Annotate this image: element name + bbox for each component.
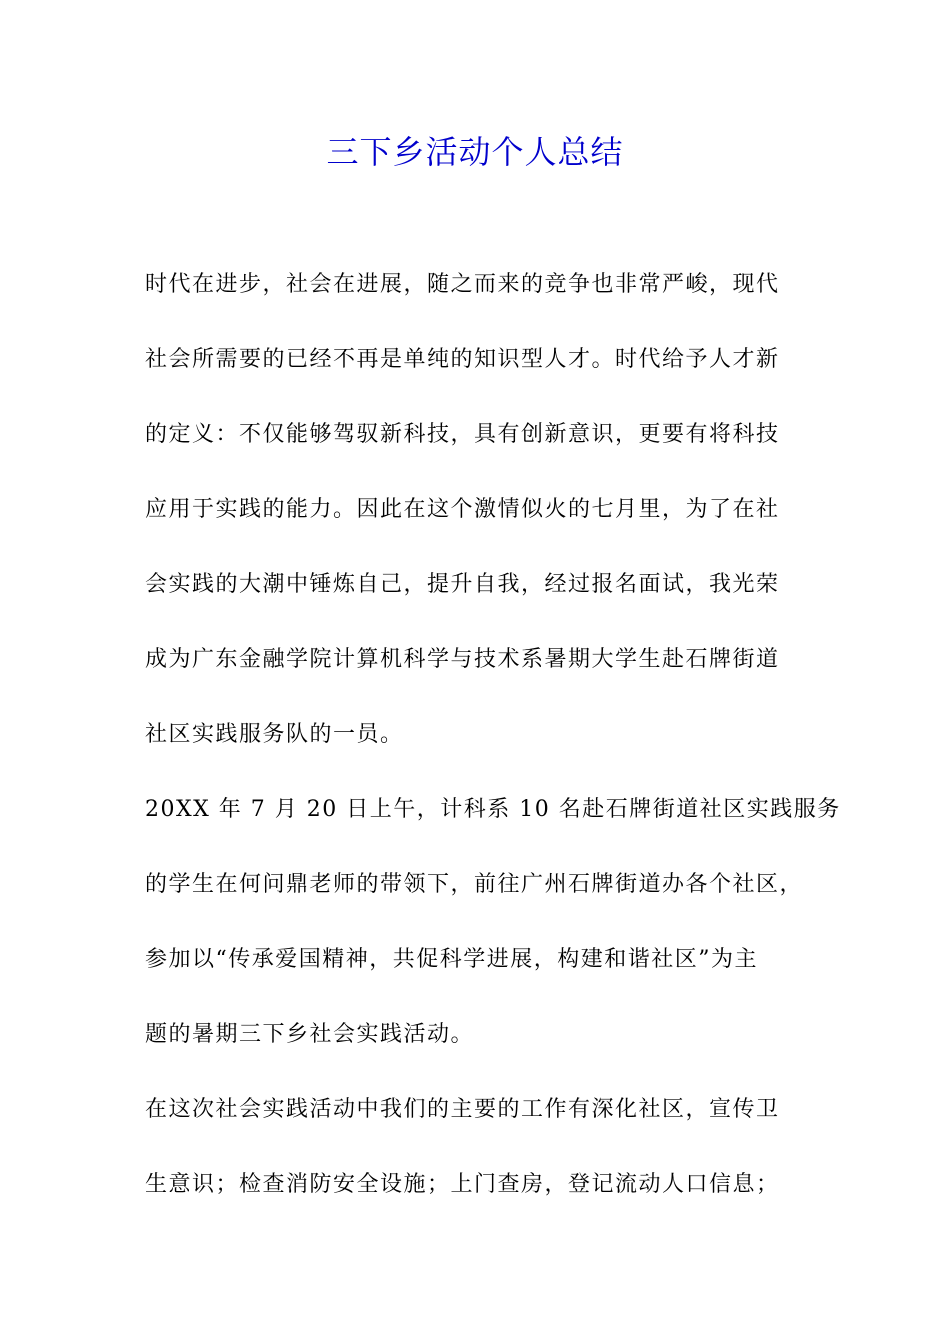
body-line: 会实践的大潮中锤炼自己，提升自我，经过报名面试，我光荣 <box>145 572 780 597</box>
body-line: 在这次社会实践活动中我们的主要的工作有深化社区，宣传卫 <box>145 1097 780 1122</box>
body-line: 社会所需要的已经不再是单纯的知识型人才。时代给予人才新 <box>145 347 780 372</box>
body-line: 应用于实践的能力。因此在这个激情似火的七月里，为了在社 <box>145 497 780 522</box>
body-line: 成为广东金融学院计算机科学与技术系暑期大学生赴石牌街道 <box>145 647 780 672</box>
body-line: 参加以“传承爱国精神，共促科学进展，构建和谐社区”为主 <box>145 947 758 972</box>
body-line: 的定义：不仅能够驾驭新科技，具有创新意识，更要有将科技 <box>145 422 780 447</box>
body-line: 的学生在何问鼎老师的带领下，前往广州石牌街道办各个社区， <box>145 872 804 897</box>
document-body <box>145 262 841 1237</box>
body-line: 20XX 年 7 月 20 日上午，计科系 10 名赴石牌街道社区实践服务 <box>145 797 841 822</box>
document-title: 三下乡活动个人总结 <box>326 133 624 171</box>
body-line: 题的暑期三下乡社会实践活动。 <box>145 1022 475 1047</box>
body-line: 生意识；检查消防安全设施；上门查房，登记流动人口信息； <box>145 1172 780 1197</box>
body-line: 时代在进步，社会在进展，随之而来的竞争也非常严峻，现代 <box>145 272 780 297</box>
body-line: 社区实践服务队的一员。 <box>145 722 404 747</box>
